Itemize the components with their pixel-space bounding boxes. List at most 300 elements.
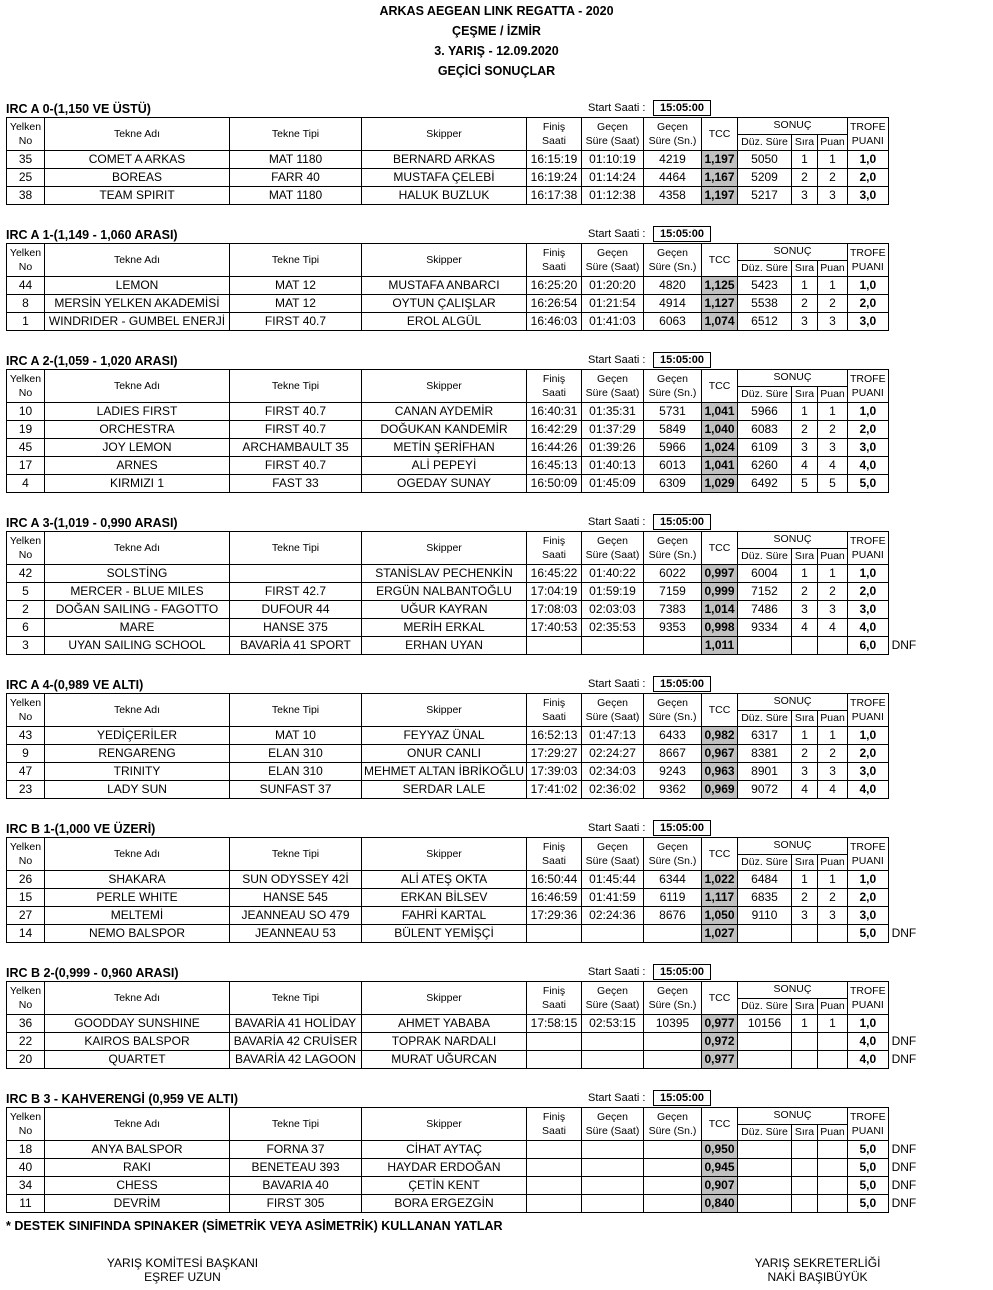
header-line: Yelken (9, 535, 42, 547)
cell-duz-sure (738, 1033, 792, 1051)
cell-tekne-adi: UYAN SAILING SCHOOL (45, 637, 230, 655)
cell-status (888, 313, 948, 331)
cell-sira: 1 (792, 1015, 818, 1033)
blank-cell (888, 532, 948, 565)
table-row (7, 1177, 949, 1195)
table-row (7, 1051, 949, 1069)
cell-tcc: 1,197 (702, 151, 738, 169)
start-time-value: 15:05:00 (653, 514, 711, 530)
cell-duz-sure (738, 1051, 792, 1069)
cell-status (888, 745, 948, 763)
cell-tcc: 1,127 (702, 295, 738, 313)
cell-skipper: DOĞUKAN KANDEMİR (362, 421, 527, 439)
table-header-row (7, 370, 949, 387)
table-row (7, 727, 949, 745)
cell-gecen-sure-saat (582, 1177, 644, 1195)
cell-puan: 2 (818, 295, 848, 313)
cell-tekne-adi: JOY LEMON (45, 439, 230, 457)
cell-trofe-puani: 2,0 (848, 295, 889, 313)
cell-tekne-tipi: FIRST 40.7 (230, 457, 362, 475)
cell-tcc: 1,041 (702, 403, 738, 421)
cell-status (888, 1015, 948, 1033)
cell-status (888, 781, 948, 799)
col-sira: Sıra (792, 1124, 818, 1141)
cell-puan: 4 (818, 781, 848, 799)
cell-puan: 4 (818, 457, 848, 475)
cell-sira: 1 (792, 727, 818, 745)
cell-tekne-adi: KIRMIZI 1 (45, 475, 230, 493)
start-time-value: 15:05:00 (653, 1090, 711, 1106)
cell-duz-sure: 5209 (738, 169, 792, 187)
cell-trofe-puani: 3,0 (848, 439, 889, 457)
cell-skipper: ONUR CANLI (362, 745, 527, 763)
cell-yelken-no: 44 (7, 277, 45, 295)
col-gecen-sure-saat (582, 838, 644, 871)
cell-yelken-no: 26 (7, 871, 45, 889)
col-yelken-no (7, 370, 45, 403)
cell-puan: 3 (818, 907, 848, 925)
header-line: TROFE (850, 121, 886, 133)
header-line: Yelken (9, 247, 42, 259)
cell-gecen-sure-sn: 9353 (644, 619, 702, 637)
cell-status (888, 763, 948, 781)
header-line: Geçen (597, 121, 628, 133)
header-line: No (18, 387, 33, 399)
cell-sira (792, 925, 818, 943)
cell-skipper: BÜLENT YEMİŞÇİ (362, 925, 527, 943)
cell-tekne-tipi: FIRST 42.7 (230, 583, 362, 601)
cell-status (888, 457, 948, 475)
cell-skipper: AHMET YABABA (362, 1015, 527, 1033)
cell-tekne-adi: KAIROS BALSPOR (45, 1033, 230, 1051)
header-line: Geçen (657, 841, 688, 853)
cell-tekne-tipi: DUFOUR 44 (230, 601, 362, 619)
cell-duz-sure: 9110 (738, 907, 792, 925)
cell-status (888, 187, 948, 205)
cell-puan: 1 (818, 727, 848, 745)
col-puan: Puan (818, 998, 848, 1015)
cell-trofe-puani: 3,0 (848, 907, 889, 925)
signature-right-title: YARIŞ SEKRETERLİĞİ (754, 1256, 881, 1270)
start-time-value: 15:05:00 (653, 676, 711, 692)
cell-skipper: FEYYAZ ÜNAL (362, 727, 527, 745)
cell-finis-saati (527, 1033, 582, 1051)
cell-yelken-no: 34 (7, 1177, 45, 1195)
col-skipper: Skipper (362, 370, 527, 403)
cell-gecen-sure-saat: 01:39:26 (582, 439, 644, 457)
cell-duz-sure: 9334 (738, 619, 792, 637)
cell-duz-sure (738, 1195, 792, 1213)
cell-tekne-tipi: MAT 12 (230, 277, 362, 295)
start-time-value: 15:05:00 (653, 820, 711, 836)
cell-gecen-sure-saat: 02:35:53 (582, 619, 644, 637)
cell-status (888, 583, 948, 601)
cell-sira: 4 (792, 781, 818, 799)
cell-gecen-sure-sn: 6309 (644, 475, 702, 493)
cell-skipper: TOPRAK NARDALI (362, 1033, 527, 1051)
col-sira: Sıra (792, 260, 818, 277)
col-finis-saati (527, 1108, 582, 1141)
cell-duz-sure (738, 637, 792, 655)
cell-trofe-puani: 3,0 (848, 763, 889, 781)
cell-tekne-tipi: SUN ODYSSEY 42İ (230, 871, 362, 889)
col-yelken-no (7, 532, 45, 565)
cell-skipper: HAYDAR ERDOĞAN (362, 1159, 527, 1177)
header-line: Finiş (542, 247, 566, 259)
cell-skipper: FAHRİ KARTAL (362, 907, 527, 925)
header-line: No (18, 1125, 33, 1137)
header-line: No (18, 135, 33, 147)
cell-gecen-sure-sn: 6433 (644, 727, 702, 745)
table-header-row (7, 244, 949, 261)
cell-finis-saati: 17:58:15 (527, 1015, 582, 1033)
cell-duz-sure: 6317 (738, 727, 792, 745)
cell-gecen-sure-saat: 01:41:59 (582, 889, 644, 907)
cell-puan: 3 (818, 187, 848, 205)
header-line: TROFE (850, 247, 886, 259)
cell-sira: 3 (792, 763, 818, 781)
header-line: Geçen (657, 121, 688, 133)
cell-tekne-tipi: FIRST 40.7 (230, 313, 362, 331)
col-sira: Sıra (792, 998, 818, 1015)
header-line: Saati (542, 261, 566, 273)
cell-yelken-no: 38 (7, 187, 45, 205)
cell-finis-saati: 16:40:31 (527, 403, 582, 421)
cell-tcc: 0,907 (702, 1177, 738, 1195)
cell-duz-sure (738, 1141, 792, 1159)
cell-status: DNF (891, 1178, 917, 1192)
cell-status (888, 403, 948, 421)
cell-duz-sure: 8381 (738, 745, 792, 763)
cell-status: DNF (891, 1196, 917, 1210)
col-tcc: TCC (702, 838, 738, 871)
col-trofe-puani (848, 370, 889, 403)
cell-trofe-puani: 1,0 (848, 403, 889, 421)
results-table (6, 243, 948, 331)
cell-yelken-no: 19 (7, 421, 45, 439)
results-table (6, 1107, 948, 1213)
cell-tekne-tipi: SUNFAST 37 (230, 781, 362, 799)
start-time-value: 15:05:00 (653, 226, 711, 242)
cell-skipper: MEHMET ALTAN İBRİKOĞLU (362, 763, 527, 781)
cell-tekne-adi: LADIES FIRST (45, 403, 230, 421)
col-tekne-tipi: Tekne Tipi (230, 982, 362, 1015)
col-gecen-sure-sn (644, 694, 702, 727)
header-line: Saati (542, 1125, 566, 1137)
cell-sira: 1 (792, 151, 818, 169)
blank-cell (888, 370, 948, 403)
col-tekne-tipi: Tekne Tipi (230, 838, 362, 871)
table-row (7, 781, 949, 799)
col-tcc: TCC (702, 694, 738, 727)
cell-skipper: ÇETİN KENT (362, 1177, 527, 1195)
header-line: Saati (542, 999, 566, 1011)
cell-gecen-sure-saat: 01:47:13 (582, 727, 644, 745)
cell-trofe-puani: 4,0 (848, 781, 889, 799)
col-finis-saati (527, 532, 582, 565)
cell-gecen-sure-sn: 9243 (644, 763, 702, 781)
cell-yelken-no: 36 (7, 1015, 45, 1033)
col-sonuc: SONUÇ (738, 982, 848, 999)
cell-finis-saati (527, 1177, 582, 1195)
cell-status (888, 889, 948, 907)
cell-trofe-puani: 2,0 (848, 889, 889, 907)
cell-sira: 1 (792, 871, 818, 889)
cell-puan: 1 (818, 1015, 848, 1033)
section-title: IRC B 1-(1,000 VE ÜZERİ) (6, 822, 156, 836)
section-title: IRC A 1-(1,149 - 1,060 ARASI) (6, 228, 178, 242)
cell-gecen-sure-saat: 02:36:02 (582, 781, 644, 799)
cell-skipper: MUSTAFA ANBARCI (362, 277, 527, 295)
header-line: Finiş (542, 697, 566, 709)
cell-duz-sure: 6083 (738, 421, 792, 439)
cell-finis-saati: 16:44:26 (527, 439, 582, 457)
cell-skipper: EROL ALGÜL (362, 313, 527, 331)
cell-gecen-sure-saat (582, 1051, 644, 1069)
table-row (7, 457, 949, 475)
cell-yelken-no: 10 (7, 403, 45, 421)
cell-tekne-adi: RAKI (45, 1159, 230, 1177)
col-sonuc: SONUÇ (738, 838, 848, 855)
col-gecen-sure-sn (644, 1108, 702, 1141)
cell-sira (792, 1159, 818, 1177)
cell-gecen-sure-saat (582, 1141, 644, 1159)
cell-status (888, 727, 948, 745)
header-line: Geçen (657, 697, 688, 709)
signature-left-name: EŞREF UZUN (144, 1270, 221, 1284)
header-line: Yelken (9, 373, 42, 385)
cell-sira: 1 (792, 277, 818, 295)
cell-gecen-sure-sn: 7383 (644, 601, 702, 619)
cell-tekne-tipi: ARCHAMBAULT 35 (230, 439, 362, 457)
cell-tekne-adi: LADY SUN (45, 781, 230, 799)
cell-finis-saati: 17:29:36 (527, 907, 582, 925)
col-skipper: Skipper (362, 532, 527, 565)
cell-finis-saati: 17:40:53 (527, 619, 582, 637)
col-trofe-puani (848, 244, 889, 277)
cell-yelken-no: 3 (7, 637, 45, 655)
cell-gecen-sure-saat: 01:20:20 (582, 277, 644, 295)
table-row (7, 925, 949, 943)
header-line: No (18, 549, 33, 561)
header-line: TROFE (850, 697, 886, 709)
table-row (7, 277, 949, 295)
cell-duz-sure: 5966 (738, 403, 792, 421)
cell-tekne-adi: RENGARENG (45, 745, 230, 763)
col-trofe-puani (848, 982, 889, 1015)
cell-gecen-sure-sn (644, 1033, 702, 1051)
header-line: PUANI (851, 549, 884, 561)
cell-gecen-sure-saat: 02:53:15 (582, 1015, 644, 1033)
cell-tcc: 1,027 (702, 925, 738, 943)
cell-sira: 2 (792, 169, 818, 187)
blank-cell (888, 694, 948, 727)
cell-tekne-adi: LEMON (45, 277, 230, 295)
cell-finis-saati: 16:46:03 (527, 313, 582, 331)
cell-skipper: CANAN AYDEMİR (362, 403, 527, 421)
cell-finis-saati (527, 637, 582, 655)
cell-sira (792, 1195, 818, 1213)
table-row (7, 1141, 949, 1159)
cell-status (888, 565, 948, 583)
cell-tcc: 0,977 (702, 1051, 738, 1069)
col-tekne-adi: Tekne Adı (45, 982, 230, 1015)
cell-trofe-puani: 2,0 (848, 169, 889, 187)
cell-sira: 3 (792, 187, 818, 205)
table-row (7, 403, 949, 421)
col-yelken-no (7, 118, 45, 151)
blank-cell (888, 118, 948, 151)
cell-yelken-no: 1 (7, 313, 45, 331)
cell-tcc: 1,029 (702, 475, 738, 493)
cell-gecen-sure-saat: 01:59:19 (582, 583, 644, 601)
cell-status (888, 619, 948, 637)
col-puan: Puan (818, 1124, 848, 1141)
col-finis-saati (527, 982, 582, 1015)
cell-finis-saati: 16:45:22 (527, 565, 582, 583)
cell-tcc: 0,972 (702, 1033, 738, 1051)
cell-skipper: UĞUR KAYRAN (362, 601, 527, 619)
col-gecen-sure-sn (644, 244, 702, 277)
header-line: Saati (542, 711, 566, 723)
cell-skipper: SERDAR LALE (362, 781, 527, 799)
cell-gecen-sure-saat (582, 637, 644, 655)
cell-tcc: 1,040 (702, 421, 738, 439)
cell-trofe-puani: 5,0 (848, 475, 889, 493)
header-line: Süre (Sn.) (648, 387, 697, 399)
header-line: Süre (Saat) (585, 855, 640, 867)
table-row (7, 421, 949, 439)
header-line: Süre (Sn.) (648, 711, 697, 723)
cell-gecen-sure-saat: 01:40:13 (582, 457, 644, 475)
cell-trofe-puani: 1,0 (848, 277, 889, 295)
col-tekne-adi: Tekne Adı (45, 244, 230, 277)
cell-gecen-sure-sn: 6344 (644, 871, 702, 889)
cell-gecen-sure-sn: 4820 (644, 277, 702, 295)
cell-gecen-sure-sn (644, 1159, 702, 1177)
cell-gecen-sure-saat: 01:45:09 (582, 475, 644, 493)
cell-tekne-tipi: BENETEAU 393 (230, 1159, 362, 1177)
header-line: Geçen (597, 697, 628, 709)
cell-tekne-tipi: MAT 10 (230, 727, 362, 745)
col-sira: Sıra (792, 386, 818, 403)
header-line: Süre (Sn.) (648, 999, 697, 1011)
table-row (7, 565, 949, 583)
cell-finis-saati: 16:25:20 (527, 277, 582, 295)
cell-tekne-tipi: MAT 12 (230, 295, 362, 313)
header-line: No (18, 855, 33, 867)
cell-puan: 3 (818, 313, 848, 331)
cell-puan (818, 1177, 848, 1195)
col-trofe-puani (848, 838, 889, 871)
cell-gecen-sure-sn: 4358 (644, 187, 702, 205)
header-line: Süre (Saat) (585, 135, 640, 147)
cell-sira (792, 1051, 818, 1069)
cell-tekne-adi: MELTEMİ (45, 907, 230, 925)
cell-tekne-tipi (230, 565, 362, 583)
table-header-row (7, 694, 949, 711)
col-trofe-puani (848, 118, 889, 151)
table-row (7, 619, 949, 637)
col-puan: Puan (818, 854, 848, 871)
cell-tekne-adi: QUARTET (45, 1051, 230, 1069)
section-title: IRC A 3-(1,019 - 0,990 ARASI) (6, 516, 178, 530)
cell-gecen-sure-sn: 9362 (644, 781, 702, 799)
cell-trofe-puani: 6,0 (848, 637, 889, 655)
cell-gecen-sure-saat: 02:03:03 (582, 601, 644, 619)
cell-gecen-sure-saat: 01:37:29 (582, 421, 644, 439)
cell-yelken-no: 40 (7, 1159, 45, 1177)
table-header-row (7, 532, 949, 549)
col-puan: Puan (818, 134, 848, 151)
cell-gecen-sure-sn: 5966 (644, 439, 702, 457)
cell-tekne-tipi: FORNA 37 (230, 1141, 362, 1159)
cell-tcc: 1,050 (702, 907, 738, 925)
cell-status (888, 871, 948, 889)
blank-cell (888, 244, 948, 277)
col-gecen-sure-saat (582, 244, 644, 277)
header-line: Finiş (542, 535, 566, 547)
cell-duz-sure: 7486 (738, 601, 792, 619)
cell-status (888, 475, 948, 493)
header-line: Süre (Saat) (585, 999, 640, 1011)
results-table (6, 693, 948, 799)
cell-duz-sure (738, 925, 792, 943)
header-line: PUANI (851, 261, 884, 273)
cell-status (888, 907, 948, 925)
cell-tekne-tipi: JEANNEAU SO 479 (230, 907, 362, 925)
cell-trofe-puani: 1,0 (848, 565, 889, 583)
col-tekne-tipi: Tekne Tipi (230, 532, 362, 565)
table-row (7, 1159, 949, 1177)
cell-puan (818, 637, 848, 655)
cell-duz-sure: 6492 (738, 475, 792, 493)
cell-tcc: 0,997 (702, 565, 738, 583)
cell-finis-saati: 16:15:19 (527, 151, 582, 169)
header-line: Yelken (9, 121, 42, 133)
header-line: Finiş (542, 121, 566, 133)
cell-tekne-adi: CHESS (45, 1177, 230, 1195)
cell-tekne-tipi: FIRST 305 (230, 1195, 362, 1213)
cell-puan (818, 1141, 848, 1159)
cell-sira (792, 1141, 818, 1159)
col-tekne-tipi: Tekne Tipi (230, 694, 362, 727)
cell-tcc: 1,014 (702, 601, 738, 619)
col-tekne-adi: Tekne Adı (45, 370, 230, 403)
cell-puan: 2 (818, 169, 848, 187)
cell-tcc: 1,117 (702, 889, 738, 907)
cell-skipper: METİN ŞERİFHAN (362, 439, 527, 457)
cell-gecen-sure-saat: 02:34:03 (582, 763, 644, 781)
cell-tekne-tipi: HANSE 545 (230, 889, 362, 907)
col-yelken-no (7, 1108, 45, 1141)
col-sira: Sıra (792, 710, 818, 727)
signature-right (725, 1256, 910, 1284)
cell-gecen-sure-sn: 6119 (644, 889, 702, 907)
cell-gecen-sure-sn (644, 1177, 702, 1195)
cell-trofe-puani: 3,0 (848, 187, 889, 205)
cell-trofe-puani: 2,0 (848, 421, 889, 439)
col-finis-saati (527, 370, 582, 403)
col-sonuc: SONUÇ (738, 118, 848, 135)
cell-tcc: 1,074 (702, 313, 738, 331)
cell-tcc: 0,963 (702, 763, 738, 781)
col-sonuc: SONUÇ (738, 532, 848, 549)
cell-tekne-adi: YEDİÇERİLER (45, 727, 230, 745)
cell-puan: 3 (818, 763, 848, 781)
header-line: Süre (Sn.) (648, 135, 697, 147)
cell-status: DNF (891, 638, 917, 652)
